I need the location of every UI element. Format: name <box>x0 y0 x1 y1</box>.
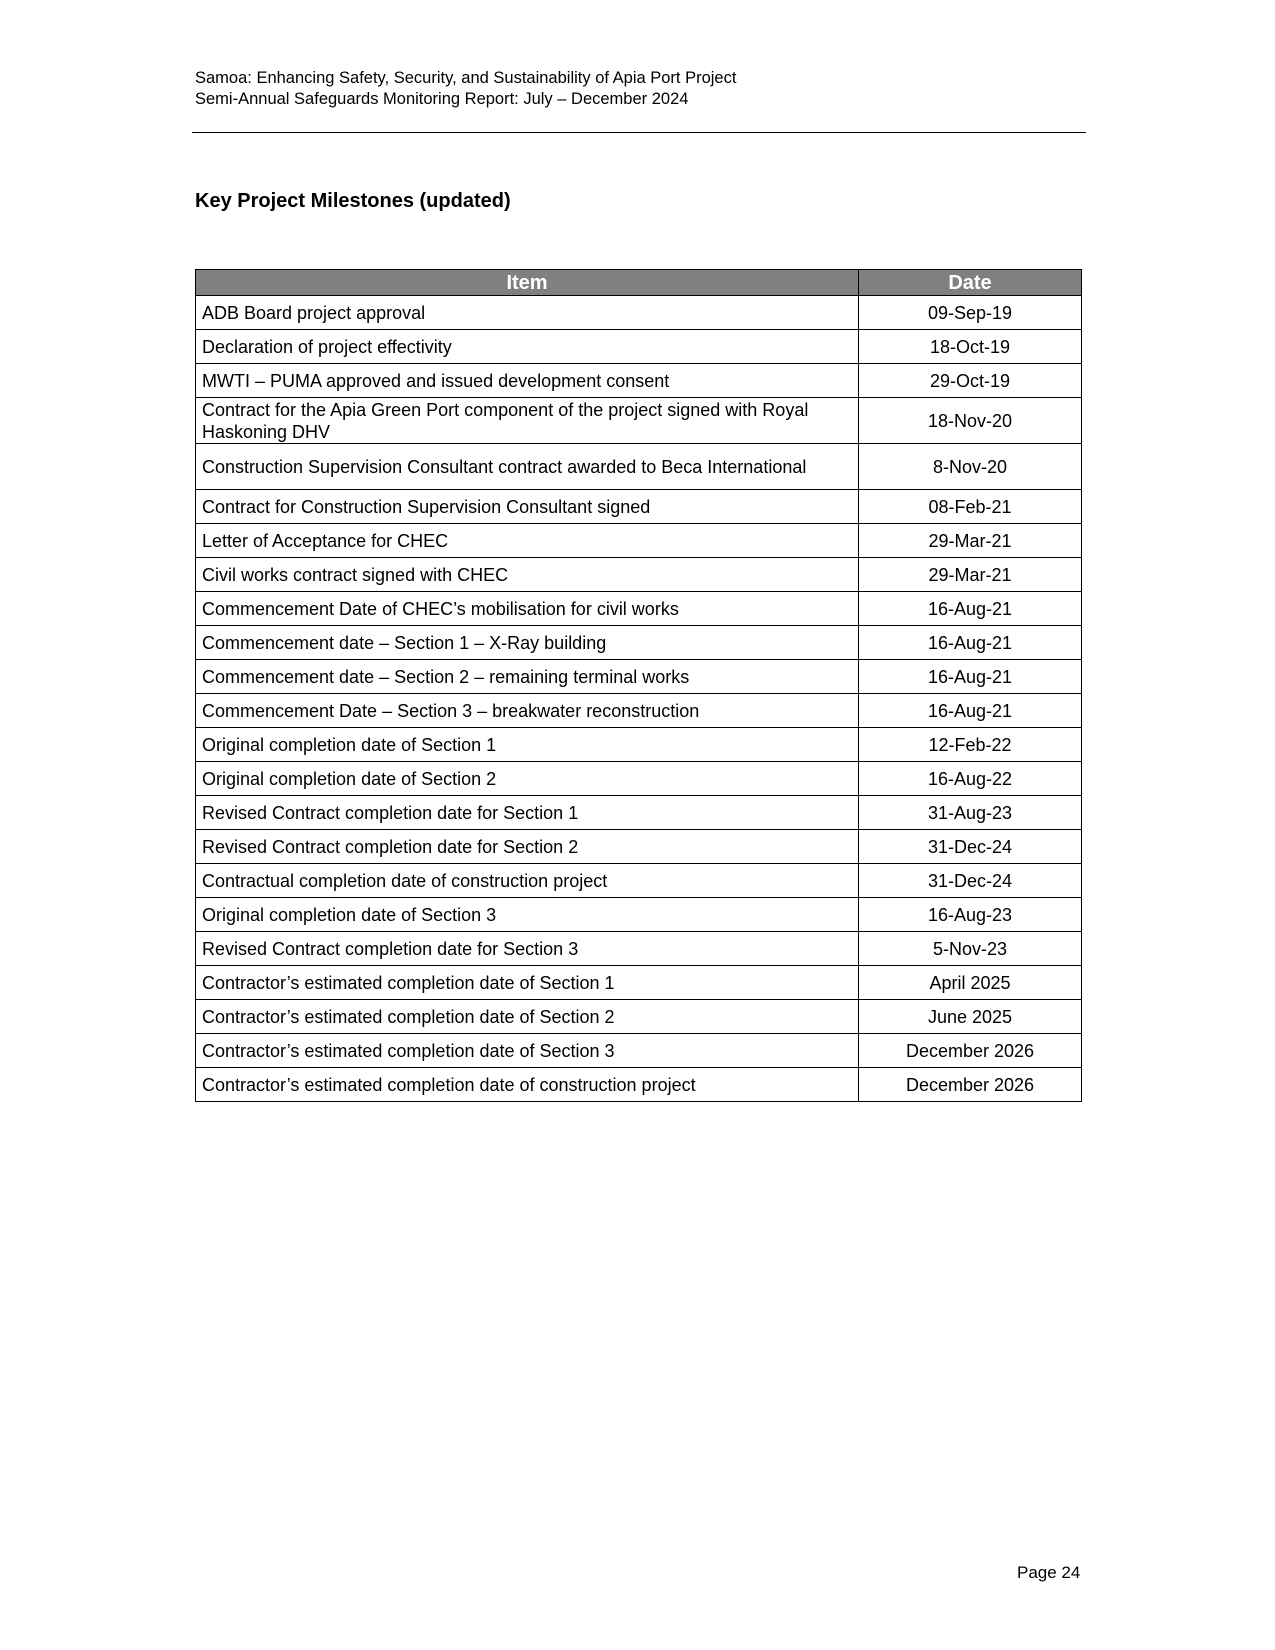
table-row <box>196 660 1082 694</box>
table-row <box>196 796 1082 830</box>
table-row <box>196 592 1082 626</box>
table-row <box>196 558 1082 592</box>
date-cell: 16-Aug-21 <box>859 694 1082 728</box>
table-row <box>196 364 1082 398</box>
date-cell: 16-Aug-22 <box>859 762 1082 796</box>
date-cell: 18-Nov-20 <box>859 398 1082 444</box>
item-cell: Commencement date – Section 1 – X-Ray building <box>196 626 859 660</box>
date-cell: 31-Dec-24 <box>859 830 1082 864</box>
table-row <box>196 398 1082 444</box>
table-row <box>196 444 1082 490</box>
table-row <box>196 296 1082 330</box>
table-row <box>196 524 1082 558</box>
milestones-table <box>195 269 1082 1102</box>
table-row <box>196 898 1082 932</box>
item-cell: Revised Contract completion date for Section 1 <box>196 796 859 830</box>
item-cell: Revised Contract completion date for Section 3 <box>196 932 859 966</box>
item-cell: Commencement date – Section 2 – remaining terminal works <box>196 660 859 694</box>
date-cell: 12-Feb-22 <box>859 728 1082 762</box>
item-cell: Contract for Construction Supervision Consultant signed <box>196 490 859 524</box>
page-number: Page 24 <box>1017 1563 1081 1582</box>
table-row <box>196 1034 1082 1068</box>
table-header-row <box>196 270 1082 296</box>
date-cell: 08-Feb-21 <box>859 490 1082 524</box>
date-cell: 16-Aug-23 <box>859 898 1082 932</box>
date-cell: April 2025 <box>859 966 1082 1000</box>
table-row <box>196 330 1082 364</box>
table-row <box>196 694 1082 728</box>
item-cell: Letter of Acceptance for CHEC <box>196 524 859 558</box>
date-cell: 8-Nov-20 <box>859 444 1082 490</box>
page-header <box>195 68 736 110</box>
date-cell: 29-Oct-19 <box>859 364 1082 398</box>
item-cell: Commencement Date – Section 3 – breakwater reconstruction <box>196 694 859 728</box>
item-cell: Contract for the Apia Green Port component of the project signed with Royal Haskoning DHV <box>196 398 859 444</box>
date-cell: June 2025 <box>859 1000 1082 1034</box>
header-project-title: Samoa: Enhancing Safety, Security, and Sustainability of Apia Port Project <box>195 69 737 87</box>
date-cell: December 2026 <box>859 1034 1082 1068</box>
date-cell: 29-Mar-21 <box>859 524 1082 558</box>
table-row <box>196 966 1082 1000</box>
table-row <box>196 864 1082 898</box>
table-row <box>196 762 1082 796</box>
date-cell: 18-Oct-19 <box>859 330 1082 364</box>
item-cell: Contractor’s estimated completion date of Section 2 <box>196 1000 859 1034</box>
item-cell: Original completion date of Section 1 <box>196 728 859 762</box>
table-row <box>196 1068 1082 1102</box>
column-header-date: Date <box>859 270 1082 296</box>
item-cell: Revised Contract completion date for Section 2 <box>196 830 859 864</box>
table-row <box>196 490 1082 524</box>
date-cell: 29-Mar-21 <box>859 558 1082 592</box>
item-cell: Original completion date of Section 2 <box>196 762 859 796</box>
date-cell: December 2026 <box>859 1068 1082 1102</box>
date-cell: 16-Aug-21 <box>859 626 1082 660</box>
item-cell: Commencement Date of CHEC’s mobilisation for civil works <box>196 592 859 626</box>
date-cell: 09-Sep-19 <box>859 296 1082 330</box>
column-header-item: Item <box>196 270 859 296</box>
item-cell: ADB Board project approval <box>196 296 859 330</box>
section-title: Key Project Milestones (updated) <box>195 190 511 212</box>
header-report-title: Semi-Annual Safeguards Monitoring Report: July – December 2024 <box>195 90 689 108</box>
header-divider <box>192 132 1086 133</box>
table-row <box>196 626 1082 660</box>
date-cell: 16-Aug-21 <box>859 592 1082 626</box>
item-cell: Contractor’s estimated completion date of construction project <box>196 1068 859 1102</box>
date-cell: 31-Aug-23 <box>859 796 1082 830</box>
item-cell: Original completion date of Section 3 <box>196 898 859 932</box>
item-cell: Civil works contract signed with CHEC <box>196 558 859 592</box>
date-cell: 5-Nov-23 <box>859 932 1082 966</box>
date-cell: 16-Aug-21 <box>859 660 1082 694</box>
item-cell: MWTI – PUMA approved and issued development consent <box>196 364 859 398</box>
date-cell: 31-Dec-24 <box>859 864 1082 898</box>
item-cell: Contractor’s estimated completion date of Section 1 <box>196 966 859 1000</box>
item-cell: Declaration of project effectivity <box>196 330 859 364</box>
item-cell: Construction Supervision Consultant contract awarded to Beca International <box>196 444 859 490</box>
table-row <box>196 830 1082 864</box>
table-row <box>196 932 1082 966</box>
table-row <box>196 1000 1082 1034</box>
table-row <box>196 728 1082 762</box>
item-cell: Contractor’s estimated completion date of Section 3 <box>196 1034 859 1068</box>
item-cell: Contractual completion date of construction project <box>196 864 859 898</box>
